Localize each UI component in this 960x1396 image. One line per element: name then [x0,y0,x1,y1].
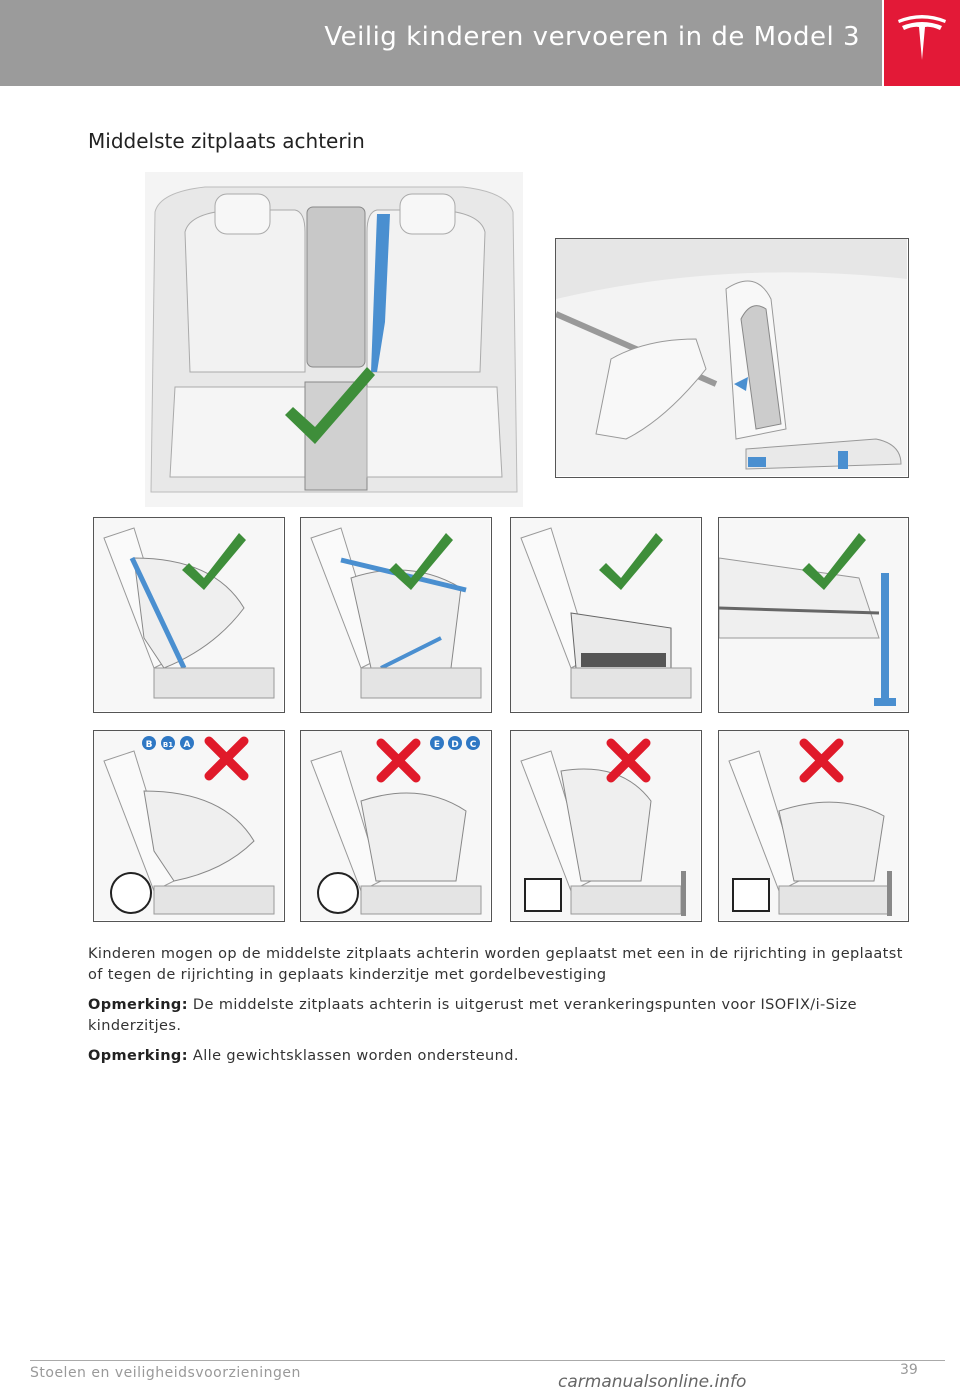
page-header-title: Veilig kinderen vervoeren in de Model 3 [324,22,860,52]
footer-divider [30,1360,945,1361]
rear-seat-illustration [145,172,523,507]
badge-e: E [433,740,441,750]
note-1-text: De middelste zitplaats achterin is uitgerust met verankeringspunten voor ISOFIX/i-Size kinderzitjes. [88,997,858,1034]
badge-c: C [469,740,477,750]
no-isofix-rear-facing-figure [93,730,285,922]
body-paragraph: Kinderen mogen op de middelste zitplaats achterin worden geplaatst met een in de rijrichting in geplaatst of tegen de rijrichting in geplaats kinderzitje met gordelbevestiging [88,946,903,983]
note-2-label: Opmerking: [88,1048,188,1064]
badge-a: A [183,740,191,750]
no-isize-forward-facing-figure [718,730,909,922]
ok-forward-facing-belt-figure [300,517,492,713]
note-2-text: Alle gewichtsklassen worden ondersteund. [187,1048,519,1064]
watermark: carmanualsonline.info [558,1372,747,1392]
no-isize-rear-facing-figure [510,730,702,922]
footer-section: Stoelen en veiligheidsvoorzieningen [30,1365,301,1381]
tesla-logo-icon [884,0,960,86]
footer-page-number: 39 [900,1362,918,1378]
section-title: Middelste zitplaats achterin [88,129,365,153]
no-isofix-forward-facing-figure [300,730,492,922]
badge-d: D [451,740,459,750]
note-1 [88,995,908,1037]
note-1-label: Opmerking: [88,997,188,1013]
ok-booster-figure [510,517,702,713]
badge-b1: B1 [162,741,174,749]
ok-tether-leg-figure [718,517,909,713]
side-view-illustration [555,238,909,478]
header-bar [0,0,882,86]
ok-rear-facing-belt-figure [93,517,285,713]
badge-b: B [145,740,153,750]
note-2 [88,1046,908,1067]
